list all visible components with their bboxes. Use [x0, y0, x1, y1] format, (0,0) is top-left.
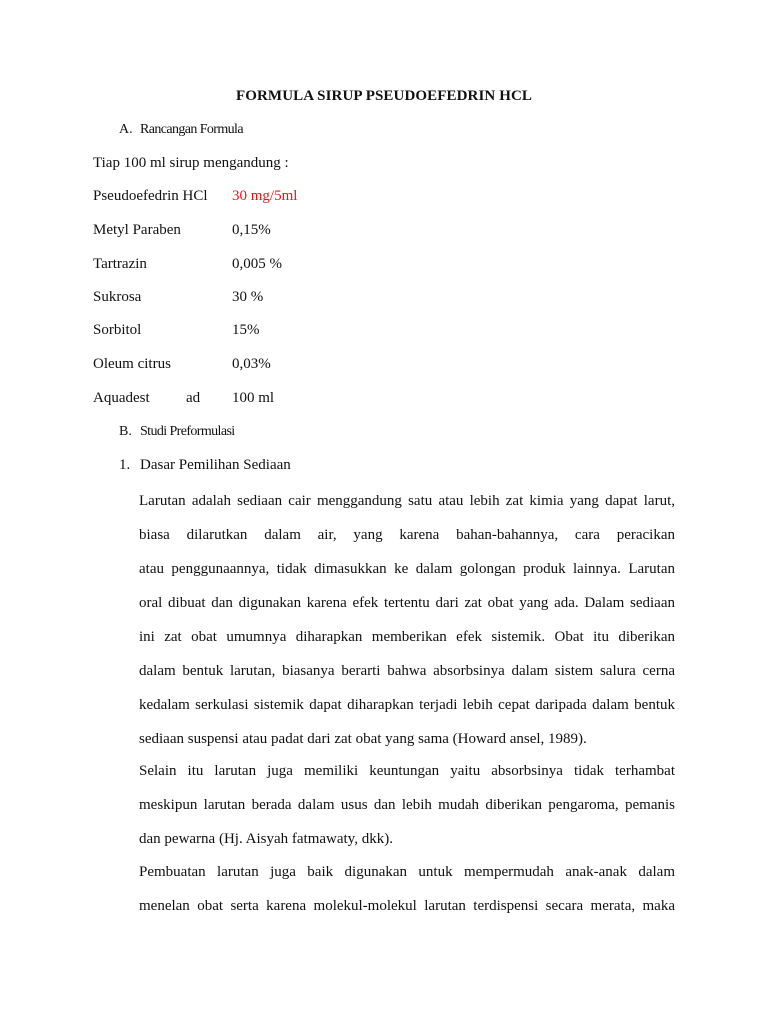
ingredient-amount: 30 mg/5ml [232, 188, 298, 204]
ingredient-name: Pseudoefedrin HCl [93, 188, 208, 204]
paragraph-line: atau penggunaannya, tidak dimasukkan ke dalam golongan produk lainnya. Larutan [139, 561, 675, 577]
section-a-label: Rancangan Formula [140, 122, 243, 137]
document-title: FORMULA SIRUP PSEUDOEFEDRIN HCL [235, 88, 533, 104]
ingredient-amount: 0,15% [232, 222, 271, 238]
ingredient-name: Aquadest [93, 390, 150, 406]
subsection-1-marker: 1. [119, 457, 131, 473]
paragraph-line: Pembuatan larutan juga baik digunakan untuk mempermudah anak-anak dalam [139, 864, 675, 880]
paragraph-line: kedalam serkulasi sistemik dapat diharapkan terjadi lebih cepat daripada dalam bentuk [139, 697, 675, 713]
formula-row [93, 356, 653, 378]
formula-row [93, 390, 653, 412]
ingredient-amount: 30 % [232, 289, 264, 305]
paragraph [139, 760, 675, 862]
section-a-heading [119, 122, 243, 138]
formula-row [93, 322, 653, 344]
paragraph-line: ini zat obat umumnya diharapkan memberikan efek sistemik. Obat itu diberikan [139, 629, 675, 645]
paragraph-line: biasa dilarutkan dalam air, yang karena bahan-bahannya, cara peracikan [139, 527, 675, 543]
ingredient-name: Sorbitol [93, 322, 142, 338]
ingredient-name: Oleum citrus [93, 356, 171, 372]
formula-row [93, 222, 653, 244]
paragraph-line: meskipun larutan berada dalam usus dan lebih mudah diberikan pengaroma, pemanis [139, 797, 675, 813]
paragraph-line: Larutan adalah sediaan cair menggandung satu atau lebih zat kimia yang dapat larut, [139, 493, 675, 509]
section-b-marker: B. [119, 424, 132, 439]
ad-marker: ad [186, 390, 201, 406]
section-b-heading [119, 424, 235, 440]
ingredient-amount: 100 ml [232, 390, 275, 406]
paragraph [139, 490, 675, 762]
formula-row [93, 256, 653, 278]
ingredient-amount: 15% [232, 322, 260, 338]
formula-row [93, 289, 653, 311]
ingredient-name: Sukrosa [93, 289, 142, 305]
section-a-marker: A. [119, 122, 133, 137]
paragraph-line: oral dibuat dan digunakan karena efek tertentu dari zat obat yang ada. Dalam sediaan [139, 595, 675, 611]
subsection-1-label: Dasar Pemilihan Sediaan [140, 457, 291, 473]
paragraph-line: Selain itu larutan juga memiliki keuntungan yaitu absorbsinya tidak terhambat [139, 763, 675, 779]
formula-intro: Tiap 100 ml sirup mengandung : [93, 155, 289, 171]
ingredient-amount: 0,005 % [232, 256, 282, 272]
ingredient-name: Metyl Paraben [93, 222, 181, 238]
paragraph-line: dalam bentuk larutan, biasanya berarti bahwa absorbsinya dalam sistem salura cerna [139, 663, 675, 679]
paragraph-line: sediaan suspensi atau padat dari zat obat yang sama (Howard ansel, 1989). [139, 731, 587, 747]
section-b-label: Studi Preformulasi [140, 424, 235, 439]
subsection-1-heading [119, 457, 291, 474]
formula-row [93, 188, 653, 210]
paragraph-line: menelan obat serta karena molekul-molekul larutan terdispensi secara merata, maka [139, 898, 675, 914]
ingredient-amount: 0,03% [232, 356, 271, 372]
paragraph [139, 861, 675, 929]
ingredient-name: Tartrazin [93, 256, 147, 272]
paragraph-line: dan pewarna (Hj. Aisyah fatmawaty, dkk). [139, 831, 393, 847]
